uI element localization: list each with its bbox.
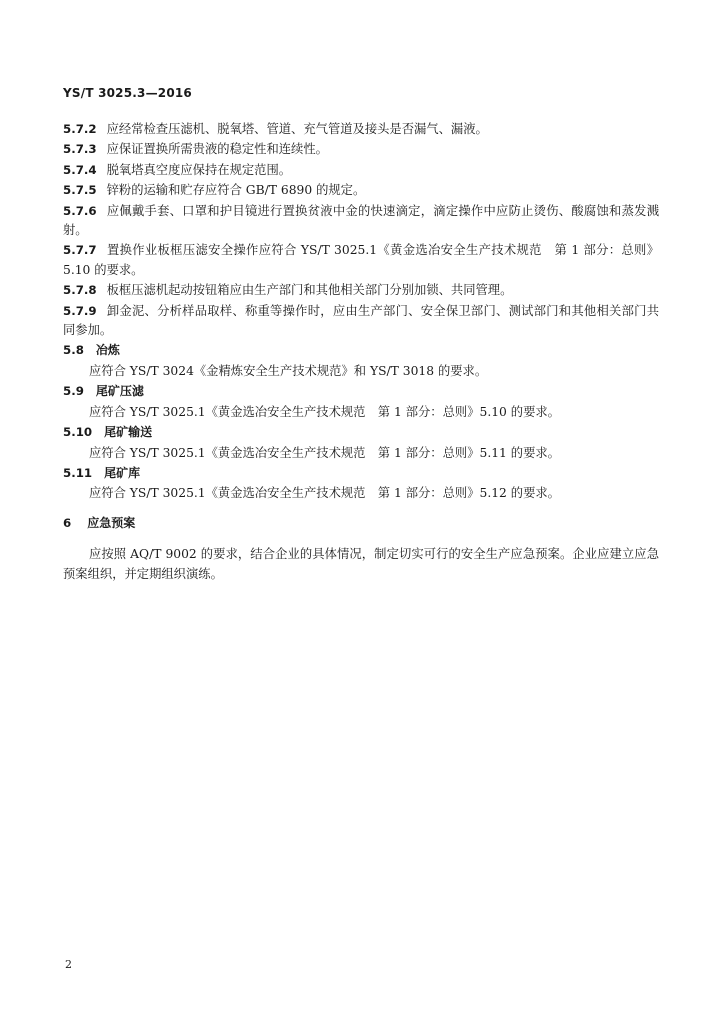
section-number: 5.11 [63, 465, 93, 480]
clause-number: 5.7.7 [63, 243, 97, 258]
clause-number: 5.7.8 [63, 283, 97, 298]
clause-text: 应保证置换所需贵液的稳定性和连续性。 [106, 142, 328, 157]
clause-5-7-5 [63, 181, 659, 200]
section-number: 5.8 [63, 343, 84, 358]
section-6-text: 应按照 AQ/T 9002 的要求，结合企业的具体情况，制定切实可行的安全生产应急预案。企业应建立应急预案组织，并定期组织演练。 [63, 547, 659, 581]
section-5-9-heading [63, 382, 659, 401]
clause-number: 5.7.6 [63, 203, 97, 218]
page-number: 2 [65, 958, 72, 971]
clause-5-7-8 [63, 281, 659, 300]
section-number: 6 [63, 515, 72, 530]
clause-text: 应佩戴手套、口罩和护目镜进行置换贫液中金的快速滴定，滴定操作中应防止烫伤、酸腐蚀和蒸发溅射。 [63, 203, 659, 238]
section-5-11-text: 应符合 YS/T 3025.1《黄金选冶安全生产技术规范 第 1 部分：总则》5.12 的要求。 [89, 486, 560, 501]
section-title: 尾矿输送 [104, 425, 153, 440]
clause-number: 5.7.9 [63, 303, 97, 318]
section-title: 冶炼 [95, 343, 120, 358]
clause-number: 5.7.2 [63, 122, 97, 136]
clause-5-7-4 [63, 161, 659, 180]
clause-5-7-9 [63, 302, 659, 341]
clause-5-7-7 [63, 241, 659, 280]
clause-5-7-2 [63, 120, 659, 139]
section-5-10-text: 应符合 YS/T 3025.1《黄金选冶安全生产技术规范 第 1 部分：总则》5.11 的要求。 [89, 445, 560, 460]
section-title: 尾矿压滤 [95, 384, 144, 399]
section-5-8-heading [63, 341, 659, 360]
section-6-heading [63, 514, 659, 533]
document-body [63, 120, 659, 584]
clause-text: 应经常检查压滤机、脱氧塔、管道、充气管道及接头是否漏气、漏液。 [106, 122, 488, 136]
clause-text: 卸金泥、分析样品取样、称重等操作时，应由生产部门、安全保卫部门、测试部门和其他相关部门共同参加。 [63, 303, 659, 338]
section-5-8-text: 应符合 YS/T 3024《金精炼安全生产技术规范》和 YS/T 3018 的要求。 [89, 363, 488, 378]
clause-text: 锌粉的运输和贮存应符合 GB/T 6890 的规定。 [106, 183, 366, 198]
clause-number: 5.7.4 [63, 162, 97, 177]
clause-text: 板框压滤机起动按钮箱应由生产部门和其他相关部门分别加锁、共同管理。 [106, 283, 513, 298]
section-5-9-text: 应符合 YS/T 3025.1《黄金选冶安全生产技术规范 第 1 部分：总则》5.10 的要求。 [89, 404, 560, 419]
clause-text: 脱氧塔真空度应保持在规定范围。 [106, 162, 292, 177]
clause-number: 5.7.5 [63, 183, 97, 198]
section-5-10-heading [63, 423, 659, 442]
section-title: 应急预案 [87, 515, 136, 530]
standard-header: YS/T 3025.3—2016 [63, 86, 192, 100]
section-number: 5.9 [63, 384, 84, 399]
section-title: 尾矿库 [104, 465, 141, 480]
section-5-11-heading [63, 464, 659, 483]
clause-number: 5.7.3 [63, 142, 97, 157]
clause-5-7-3 [63, 140, 659, 159]
clause-5-7-6 [63, 202, 659, 241]
section-number: 5.10 [63, 425, 93, 440]
clause-text: 置换作业板框压滤安全操作应符合 YS/T 3025.1《黄金选冶安全生产技术规范 第 1 部分：总则》5.10 的要求。 [63, 243, 659, 277]
